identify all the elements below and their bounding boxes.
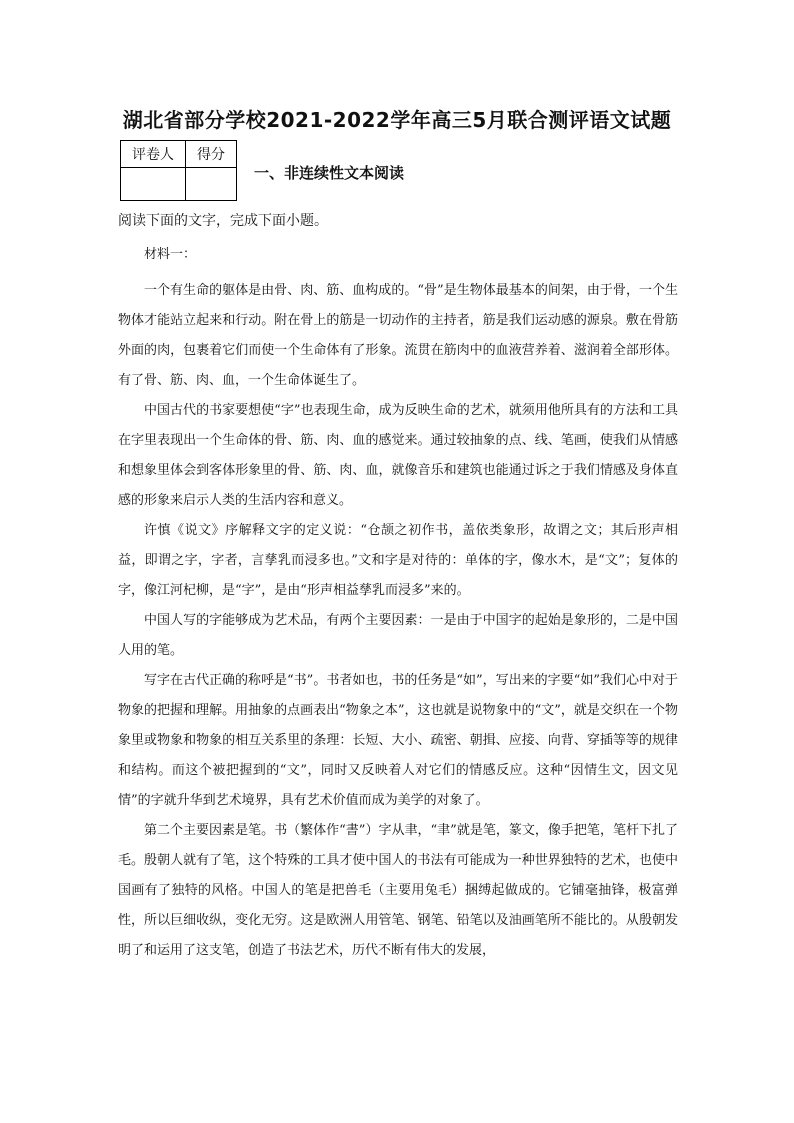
score-header: 得分 [186,141,237,168]
material-label: 材料一： [144,247,197,262]
paragraph-3: 许慎《说文》序解释文字的定义说：“仓颉之初作书，盖依类象形，故谓之文；其后形声相益，即谓之字，字者，言孳乳而浸多也。”文和字是对待的：单体的字，像水木，是“文”；复体的字，像江河杞柳，是“字”，是由“形声相益孳乳而浸多”来的。 [118,523,678,598]
reviewer-cell [121,168,186,201]
paragraph-4: 中国人写的字能够成为艺术品，有两个主要因素：一是由于中国字的起始是象形的，二是中国人用的笔。 [118,613,678,658]
paragraph-6: 第二个主要因素是笔。书（繁体作“書”）字从聿，“聿”就是笔，篆文，像手把笔，笔杆下扎了毛。殷朝人就有了笔，这个特殊的工具才使中国人的书法有可能成为一种世界独特的艺术，也使中国画有了独特的风格。中国人的笔是把兽毛（主要用兔毛）捆缚起做成的。它铺毫抽锋，极富弹性，所以巨细收纵，变化无穷。这是欧洲人用管笔、钢笔、铅笔以及油画笔所不能比的。从殷朝发明了和运用了这支笔，创造了书法艺术，历代不断有伟大的发展， [118,823,678,958]
paragraph-5: 写字在古代正确的称呼是“书”。书者如也，书的任务是“如”，写出来的字要“如”我们心中对于物象的把握和理解。用抽象的点画表出“物象之本”，这也就是说物象中的“文”，就是交织在一个物象里或物象和物象的相互关系里的条理：长短、大小、疏密、朝揖、应接、向背、穿插等等的规律和结构。而这个被把握到的“文”，同时又反映着人对它们的情感反应。这种“因情生文，因文见情”的字就升华到艺术境界，具有艺术价值而成为美学的对象了。 [118,673,678,808]
instructions: 阅读下面的文字，完成下面小题。 [118,213,328,229]
reviewer-header: 评卷人 [121,141,186,168]
paragraph-1: 一个有生命的躯体是由骨、肉、筋、血构成的。“骨”是生物体最基本的间架，由于骨，一个生物体才能站立起来和行动。附在骨上的筋是一切动作的主持者，筋是我们运动感的源泉。敷在骨筋外面的肉，包裹着它们而使一个生命体有了形象。流贯在筋肉中的血液营养着、滋润着全部形体。有了骨、筋、肉、血，一个生命体诞生了。 [118,283,678,388]
paragraph-2: 中国古代的书家要想使“字”也表现生命，成为反映生命的艺术，就须用他所具有的方法和工具在字里表现出一个生命体的骨、筋、肉、血的感觉来。通过较抽象的点、线、笔画，使我们从情感和想象里体会到客体形象里的骨、筋、肉、血，就像音乐和建筑也能通过诉之于我们情感及身体直感的形象来启示人类的生活内容和意义。 [118,403,678,508]
score-box [120,140,237,201]
score-cell [186,168,237,201]
section-heading: 一、非连续性文本阅读 [254,164,405,182]
article-body [118,240,678,966]
page-title: 湖北省部分学校2021-2022学年高三5月联合测评语文试题 [122,108,672,132]
